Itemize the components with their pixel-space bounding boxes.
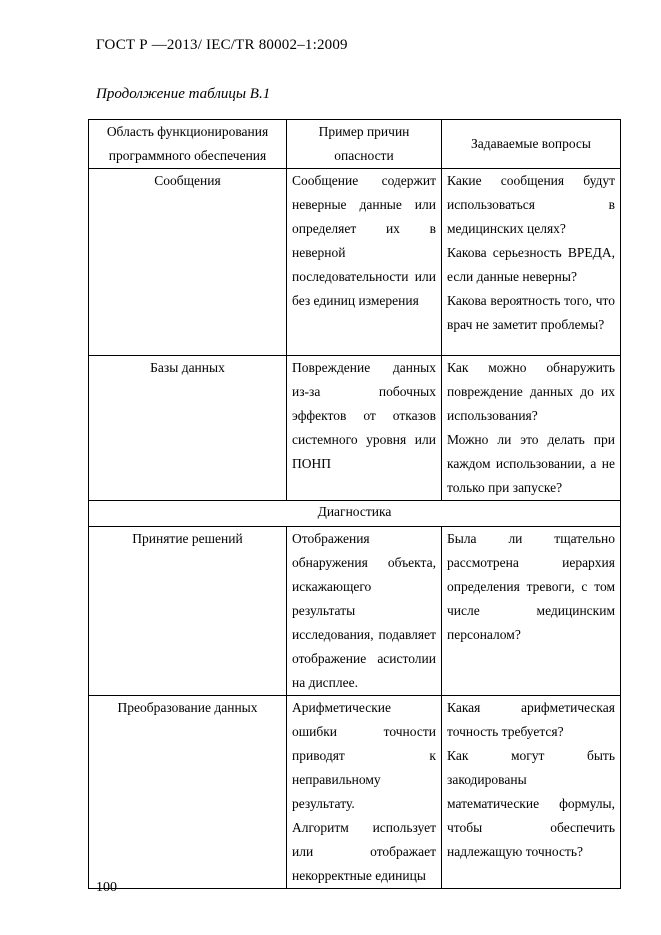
column-header-area: Область функционирования программного обеспечения [89, 120, 287, 169]
questions-cell [442, 169, 621, 356]
question-text: Какие сообщения будут использоваться в медицинских целях? [447, 173, 615, 236]
causes-cell [287, 527, 442, 696]
question-text: Какова серьезность ВРЕДА, если данные неверны? [447, 245, 615, 284]
area-cell: Принятие решений [89, 527, 287, 696]
page-number: 100 [96, 880, 117, 895]
question-text: Была ли тщательно рассмотрена иерархия определения тревоги, с том числе медицинским персоналом? [447, 531, 615, 642]
hazard-table [88, 119, 621, 889]
causes-cell [287, 169, 442, 356]
area-cell: Преобразование данных [89, 696, 287, 889]
cause-text: Арифметические ошибки точности приводят к неправильному результату. [292, 700, 436, 811]
causes-cell [287, 696, 442, 889]
section-row [89, 501, 621, 527]
table-row [89, 527, 621, 696]
question-text: Как можно обнаружить повреждение данных до их использования? [447, 360, 615, 423]
cause-text: Отображения обнаружения объекта, искажающего результаты исследования, подавляет отображение асистолии на дисплее. [292, 531, 436, 690]
table-header-row [89, 120, 621, 169]
questions-cell [442, 527, 621, 696]
question-text: Какая арифметическая точность требуется? [447, 700, 615, 739]
cause-text: Сообщение содержит неверные данные или определяет их в неверной последовательности или без единиц измерения [292, 173, 436, 308]
questions-cell [442, 696, 621, 889]
question-text: Как могут быть закодированы математические формулы, чтобы обеспечить надлежащую точность? [447, 748, 615, 859]
section-title: Диагностика [89, 501, 621, 527]
column-header-causes: Пример причин опасности [287, 120, 442, 169]
question-text: Можно ли это делать при каждом использовании, а не только при запуске? [447, 432, 615, 495]
table-row [89, 696, 621, 889]
table-row [89, 356, 621, 501]
area-cell: Сообщения [89, 169, 287, 356]
table-caption: Продолжение таблицы В.1 [96, 86, 271, 102]
questions-cell [442, 356, 621, 501]
table-row [89, 169, 621, 356]
document-header: ГОСТ Р —2013/ IEC/TR 80002–1:2009 [96, 37, 348, 53]
question-text: Какова вероятность того, что врач не заметит проблемы? [447, 293, 615, 332]
area-cell: Базы данных [89, 356, 287, 501]
column-header-questions: Задаваемые вопросы [442, 120, 621, 169]
cause-text: Алгоритм использует или отображает некорректные единицы [292, 820, 436, 883]
causes-cell [287, 356, 442, 501]
cause-text: Повреждение данных из-за побочных эффектов от отказов системного уровня или ПОНП [292, 360, 436, 471]
